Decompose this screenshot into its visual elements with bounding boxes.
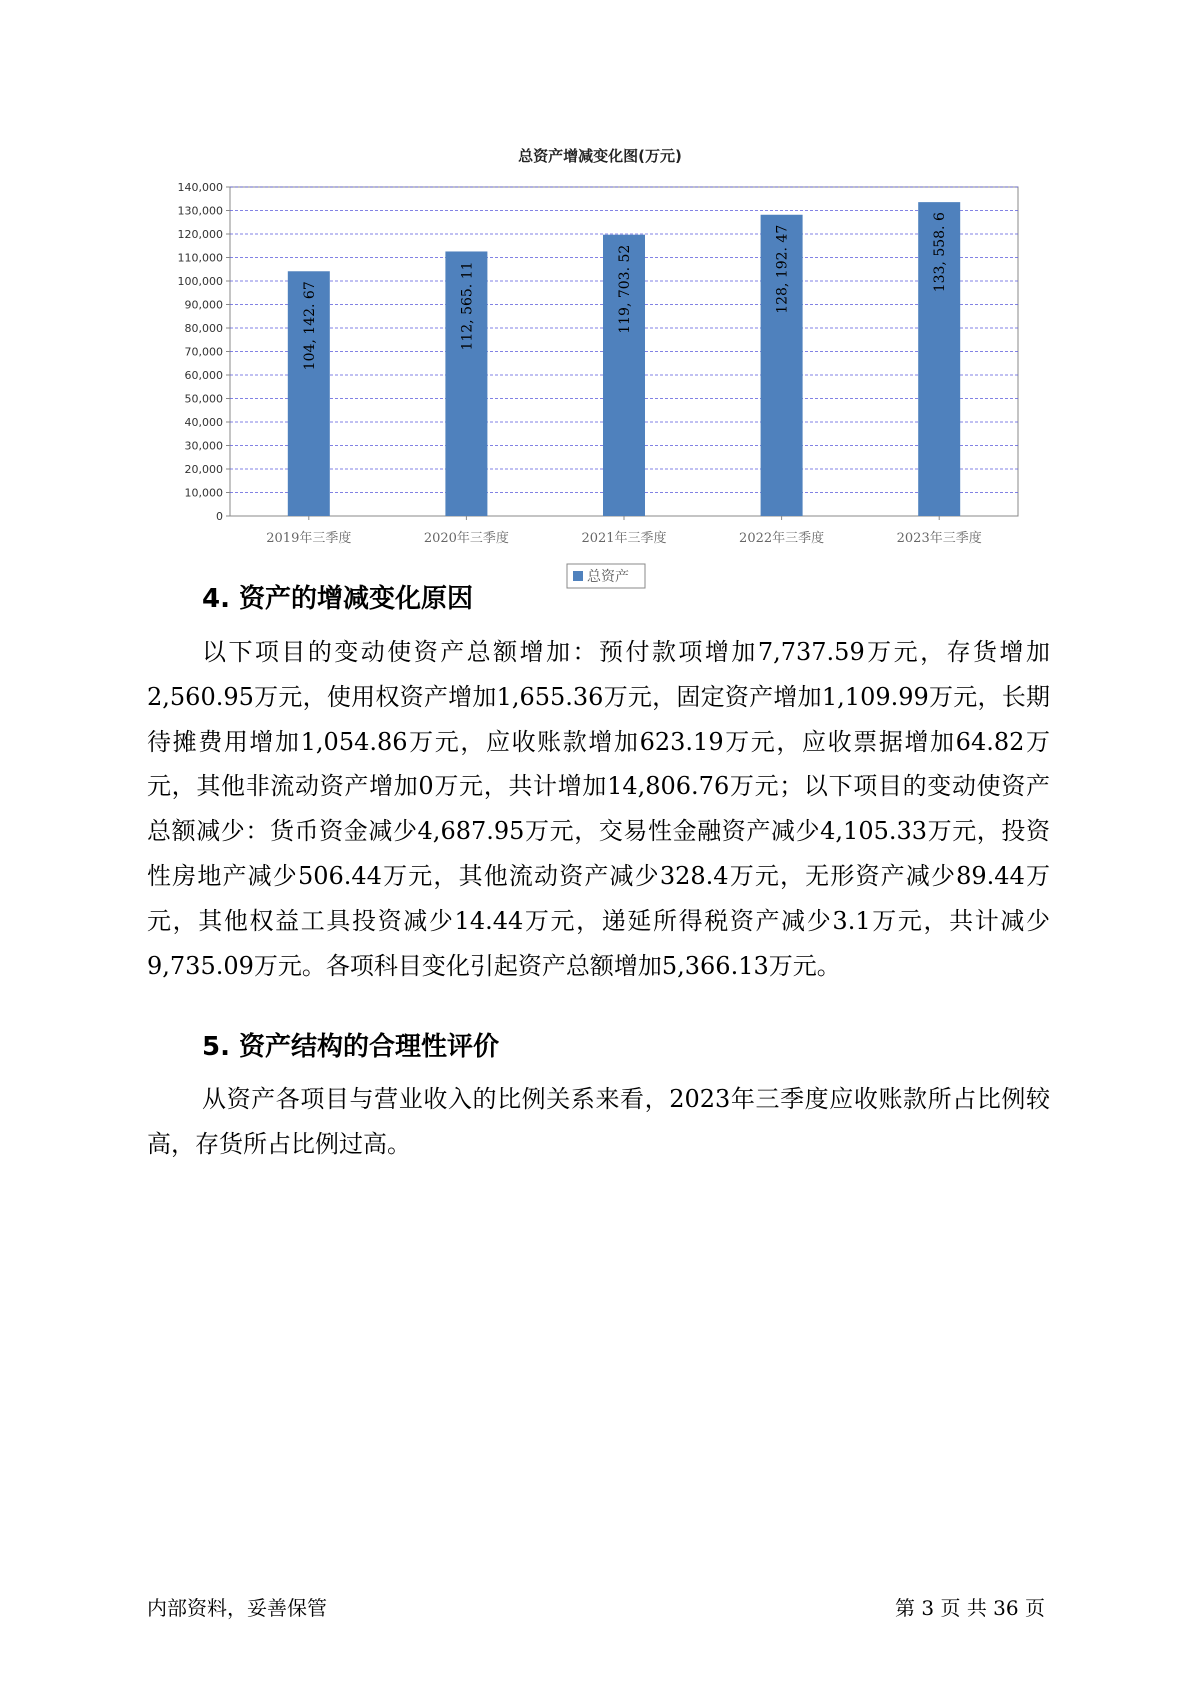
y-tick-label: 140,000 bbox=[177, 181, 223, 194]
y-tick-label: 120,000 bbox=[177, 228, 223, 241]
y-tick-label: 130,000 bbox=[177, 204, 223, 218]
y-tick-label: 60,000 bbox=[184, 369, 223, 382]
bar-data-label: 112, 565. 11 bbox=[459, 261, 476, 351]
chart-title: 总资产增减变化图(万元) bbox=[518, 147, 682, 165]
bar-data-label: 128, 192. 47 bbox=[774, 224, 791, 314]
total-assets-chart bbox=[0, 0, 1191, 600]
y-tick-label: 40,000 bbox=[184, 416, 223, 429]
section-5-paragraph: 从资产各项目与营业收入的比例关系来看，2023年三季度应收账款所占比例较高，存货所占比例过高。 bbox=[147, 1085, 1050, 1158]
y-tick-label: 110,000 bbox=[177, 251, 223, 265]
legend-label: 总资产 bbox=[587, 569, 629, 585]
section-4-heading: 4. 资产的增减变化原因 bbox=[202, 584, 474, 614]
bar-data-label: 133, 558. 6 bbox=[932, 212, 949, 293]
x-tick-label: 2023年三季度 bbox=[896, 531, 982, 546]
y-tick-label: 100,000 bbox=[177, 275, 223, 288]
x-tick-label: 2021年三季度 bbox=[581, 531, 667, 546]
section-5-heading: 5. 资产结构的合理性评价 bbox=[202, 1032, 500, 1062]
y-tick-label: 90,000 bbox=[184, 298, 223, 312]
footer-page-number: 第 3 页 共 36 页 bbox=[895, 1596, 1045, 1620]
footer-confidential-note: 内部资料，妥善保管 bbox=[147, 1596, 327, 1620]
section-4-paragraph: 以下项目的变动使资产总额增加：预付款项增加7,737.59万元，存货增加2,560.95万元，使用权资产增加1,655.36万元，固定资产增加1,109.99万元，长期待摊费用增加1,054.86万元，应收账款增加623.19万元，应收票据增加64.82万元，其他非流动资产增加0万元，共计增加14,806.76万元；以下项目的变动使资产总额减少：货币资金减少4,687.95万元，交易性金融资产减少4,105.33万元，投资性房地产减少506.44万元，其他流动资产减少328.4万元，无形资产减少89.44万元，其他权益工具投资减少14.44万元，递延所得税资产减少3.1万元，共计减少9,735.09万元。各项科目变化引起资产总额增加5,366.13万元。 bbox=[147, 638, 1050, 980]
x-tick-label: 2020年三季度 bbox=[423, 531, 509, 546]
x-tick-label: 2022年三季度 bbox=[739, 531, 825, 546]
y-tick-label: 30,000 bbox=[184, 439, 223, 453]
bar-data-label: 104, 142. 67 bbox=[301, 281, 318, 371]
legend-swatch bbox=[573, 571, 583, 581]
y-tick-label: 70,000 bbox=[184, 345, 223, 359]
y-tick-label: 0 bbox=[216, 510, 223, 523]
x-tick-label: 2019年三季度 bbox=[266, 531, 352, 546]
bar-data-label: 119, 703. 52 bbox=[617, 244, 633, 334]
y-tick-label: 10,000 bbox=[184, 486, 223, 500]
y-tick-label: 80,000 bbox=[184, 322, 223, 335]
chart-canvas bbox=[0, 0, 1191, 600]
y-tick-label: 50,000 bbox=[184, 392, 223, 406]
y-tick-label: 20,000 bbox=[184, 463, 223, 476]
